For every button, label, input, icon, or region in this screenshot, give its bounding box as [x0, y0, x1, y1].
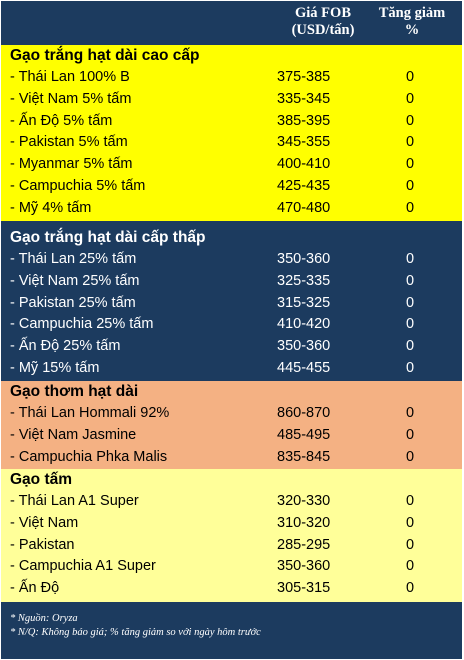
section-title: Gạo tấm	[10, 471, 73, 488]
table-row	[1, 535, 462, 557]
section-fragrant-long-grain	[1, 381, 462, 469]
rice-type: - Mỹ 15% tấm	[10, 359, 100, 376]
fob-price: 310-320	[277, 514, 331, 531]
rice-type: - Pakistan 5% tấm	[10, 134, 128, 151]
change-percent: 0	[406, 112, 415, 129]
rice-type: - Campuchia 5% tấm	[10, 177, 146, 194]
price-header-line2: (USD/tấn)	[291, 22, 355, 38]
table-row	[1, 293, 462, 315]
change-percent: 0	[406, 177, 415, 194]
fob-price: 350-360	[277, 558, 331, 575]
change-header-line2: %	[404, 22, 420, 38]
change-percent: 0	[406, 514, 415, 531]
fob-price: 400-410	[277, 156, 331, 172]
table-row	[1, 513, 462, 535]
legend-note: * N/Q: Không báo giá; % tăng giảm so với ngày hôm trước	[10, 627, 261, 638]
rice-type: - Mỹ 4% tấm	[10, 199, 92, 216]
change-percent: 0	[406, 316, 415, 333]
change-percent: 0	[406, 426, 415, 443]
footnotes	[10, 612, 261, 640]
table-row	[1, 578, 462, 600]
table-row	[1, 403, 462, 425]
table-row	[1, 198, 462, 220]
rice-type: - Campuchia Phka Malis	[10, 448, 168, 465]
change-percent: 0	[406, 69, 415, 85]
change-percent: 0	[406, 156, 415, 172]
change-percent: 0	[406, 359, 415, 376]
section-low-grade-long-grain	[1, 221, 462, 381]
change-column-header	[367, 5, 457, 39]
rice-type: - Việt Nam 5% tấm	[10, 90, 132, 107]
change-percent: 0	[406, 558, 415, 575]
table-row	[1, 271, 462, 293]
table-row	[1, 447, 462, 469]
fob-price: 325-335	[277, 272, 331, 289]
section-title: Gạo trắng hạt dài cấp thấp	[10, 229, 206, 246]
rice-type: - Ấn Độ 25% tấm	[10, 338, 121, 354]
rice-type: - Ấn Độ 5% tấm	[10, 112, 113, 129]
rice-type: - Việt Nam 25% tấm	[10, 272, 140, 289]
price-header-line1: Giá FOB	[295, 5, 351, 21]
change-percent: 0	[406, 580, 415, 596]
rice-type: - Việt Nam Jasmine	[10, 426, 137, 443]
change-percent: 0	[406, 338, 415, 354]
change-percent: 0	[406, 448, 415, 465]
rice-type: - Pakistan	[10, 536, 75, 553]
table-body	[1, 45, 462, 602]
change-percent: 0	[406, 134, 415, 151]
change-header-line1: Tăng giảm	[378, 5, 446, 21]
rice-type: - Thái Lan Hommali 92%	[10, 405, 170, 421]
fob-price: 345-355	[277, 134, 331, 151]
table-row	[1, 556, 462, 578]
table-row	[1, 132, 462, 154]
table-row	[1, 425, 462, 447]
fob-price: 485-495	[277, 426, 331, 443]
source-note: * Nguồn: Oryza	[10, 613, 78, 624]
table-row	[1, 336, 462, 358]
fob-price: 445-455	[277, 359, 331, 376]
table-row	[1, 67, 462, 89]
table-row	[1, 358, 462, 380]
table-row	[1, 154, 462, 176]
fob-price: 335-345	[277, 90, 331, 107]
rice-type: - Ấn Độ	[10, 580, 60, 596]
fob-price: 375-385	[277, 69, 331, 85]
fob-price: 425-435	[277, 177, 331, 194]
change-percent: 0	[406, 251, 415, 267]
table-row	[1, 111, 462, 133]
change-percent: 0	[406, 90, 415, 107]
rice-type: - Việt Nam	[10, 514, 79, 531]
fob-price: 385-395	[277, 112, 331, 129]
rice-type: - Pakistan 25% tấm	[10, 294, 136, 311]
fob-price: 410-420	[277, 316, 331, 333]
rice-type: - Campuchia 25% tấm	[10, 316, 154, 333]
section-title: Gạo trắng hạt dài cao cấp	[10, 47, 200, 64]
change-percent: 0	[406, 199, 415, 216]
fob-price: 350-360	[277, 251, 331, 267]
table-row	[1, 176, 462, 198]
change-percent: 0	[406, 493, 415, 509]
table-row	[1, 314, 462, 336]
change-percent: 0	[406, 536, 415, 553]
table-header	[1, 1, 462, 45]
rice-type: - Campuchia A1 Super	[10, 558, 156, 575]
rice-type: - Thái Lan 25% tấm	[10, 251, 137, 267]
fob-price: 835-845	[277, 448, 331, 465]
section-premium-long-grain	[1, 45, 462, 221]
table-row	[1, 491, 462, 513]
fob-price: 305-315	[277, 580, 331, 596]
rice-price-table	[1, 1, 462, 659]
price-column-header	[263, 5, 383, 39]
fob-price: 315-325	[277, 294, 331, 311]
change-percent: 0	[406, 294, 415, 311]
fob-price: 860-870	[277, 405, 331, 421]
rice-type: - Thái Lan A1 Super	[10, 493, 139, 509]
change-percent: 0	[406, 272, 415, 289]
rice-type: - Myanmar 5% tấm	[10, 156, 133, 172]
table-row	[1, 89, 462, 111]
table-row	[1, 249, 462, 271]
section-broken-rice	[1, 469, 462, 602]
fob-price: 350-360	[277, 338, 331, 354]
change-percent: 0	[406, 405, 415, 421]
section-title: Gạo thơm hạt dài	[10, 383, 139, 400]
fob-price: 470-480	[277, 199, 331, 216]
rice-type: - Thái Lan 100% B	[10, 69, 130, 85]
fob-price: 320-330	[277, 493, 331, 509]
fob-price: 285-295	[277, 536, 331, 553]
